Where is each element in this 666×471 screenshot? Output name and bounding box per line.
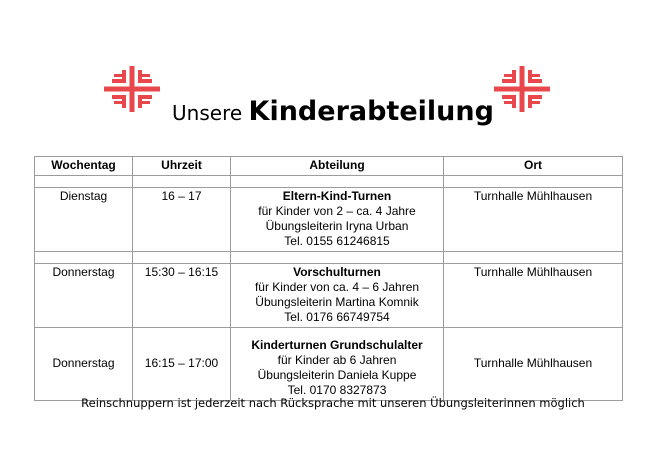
column-header-uhrzeit: Uhrzeit	[133, 157, 231, 176]
table-row	[35, 188, 623, 252]
course-leader: Übungsleiterin Iryna Urban	[265, 219, 409, 233]
course-target: für Kinder von 2 – ca. 4 Jahre	[258, 204, 416, 218]
course-leader: Übungsleiterin Daniela Kuppe	[257, 368, 417, 382]
cell-place: Turnhalle Mühlhausen	[444, 188, 623, 252]
cell-place: Turnhalle Mühlhausen	[444, 328, 623, 401]
table-row	[35, 264, 623, 328]
table-spacer-row	[35, 176, 623, 188]
cell-time: 16 – 17	[133, 188, 231, 252]
course-target: für Kinder von ca. 4 – 6 Jahren	[254, 280, 420, 294]
table-row	[35, 328, 623, 401]
cell-course	[231, 188, 444, 252]
cell-day: Donnerstag	[35, 264, 133, 328]
footer-note: Reinschnuppern ist jederzeit nach Rücksprache mit unseren Übungsleiterinnen möglich	[81, 396, 585, 410]
course-phone: Tel. 0155 61246815	[284, 234, 390, 248]
cell-course	[231, 264, 444, 328]
course-phone: Tel. 0176 66749754	[284, 310, 390, 324]
table-header-row	[35, 157, 623, 176]
title-prefix: Unsere	[172, 101, 249, 125]
cell-course	[231, 328, 444, 401]
cell-day: Dienstag	[35, 188, 133, 252]
table-spacer-row	[35, 252, 623, 264]
page-title	[0, 92, 666, 135]
column-header-wochentag: Wochentag	[35, 157, 133, 176]
cell-day: Donnerstag	[35, 328, 133, 401]
schedule-table	[34, 156, 623, 401]
cell-place: Turnhalle Mühlhausen	[444, 264, 623, 328]
course-title: Vorschulturnen	[293, 265, 381, 279]
column-header-ort: Ort	[444, 157, 623, 176]
cell-time: 15:30 – 16:15	[133, 264, 231, 328]
course-target: für Kinder ab 6 Jahren	[277, 353, 397, 367]
course-leader: Übungsleiterin Martina Komnik	[255, 295, 419, 309]
course-title: Kinderturnen Grundschulalter	[251, 338, 423, 352]
cell-time: 16:15 – 17:00	[133, 328, 231, 401]
column-header-abteilung: Abteilung	[231, 157, 444, 176]
course-phone: Tel. 0170 8327873	[287, 383, 387, 397]
title-main: Kinderabteilung	[248, 96, 494, 127]
course-title: Eltern-Kind-Turnen	[282, 189, 392, 203]
